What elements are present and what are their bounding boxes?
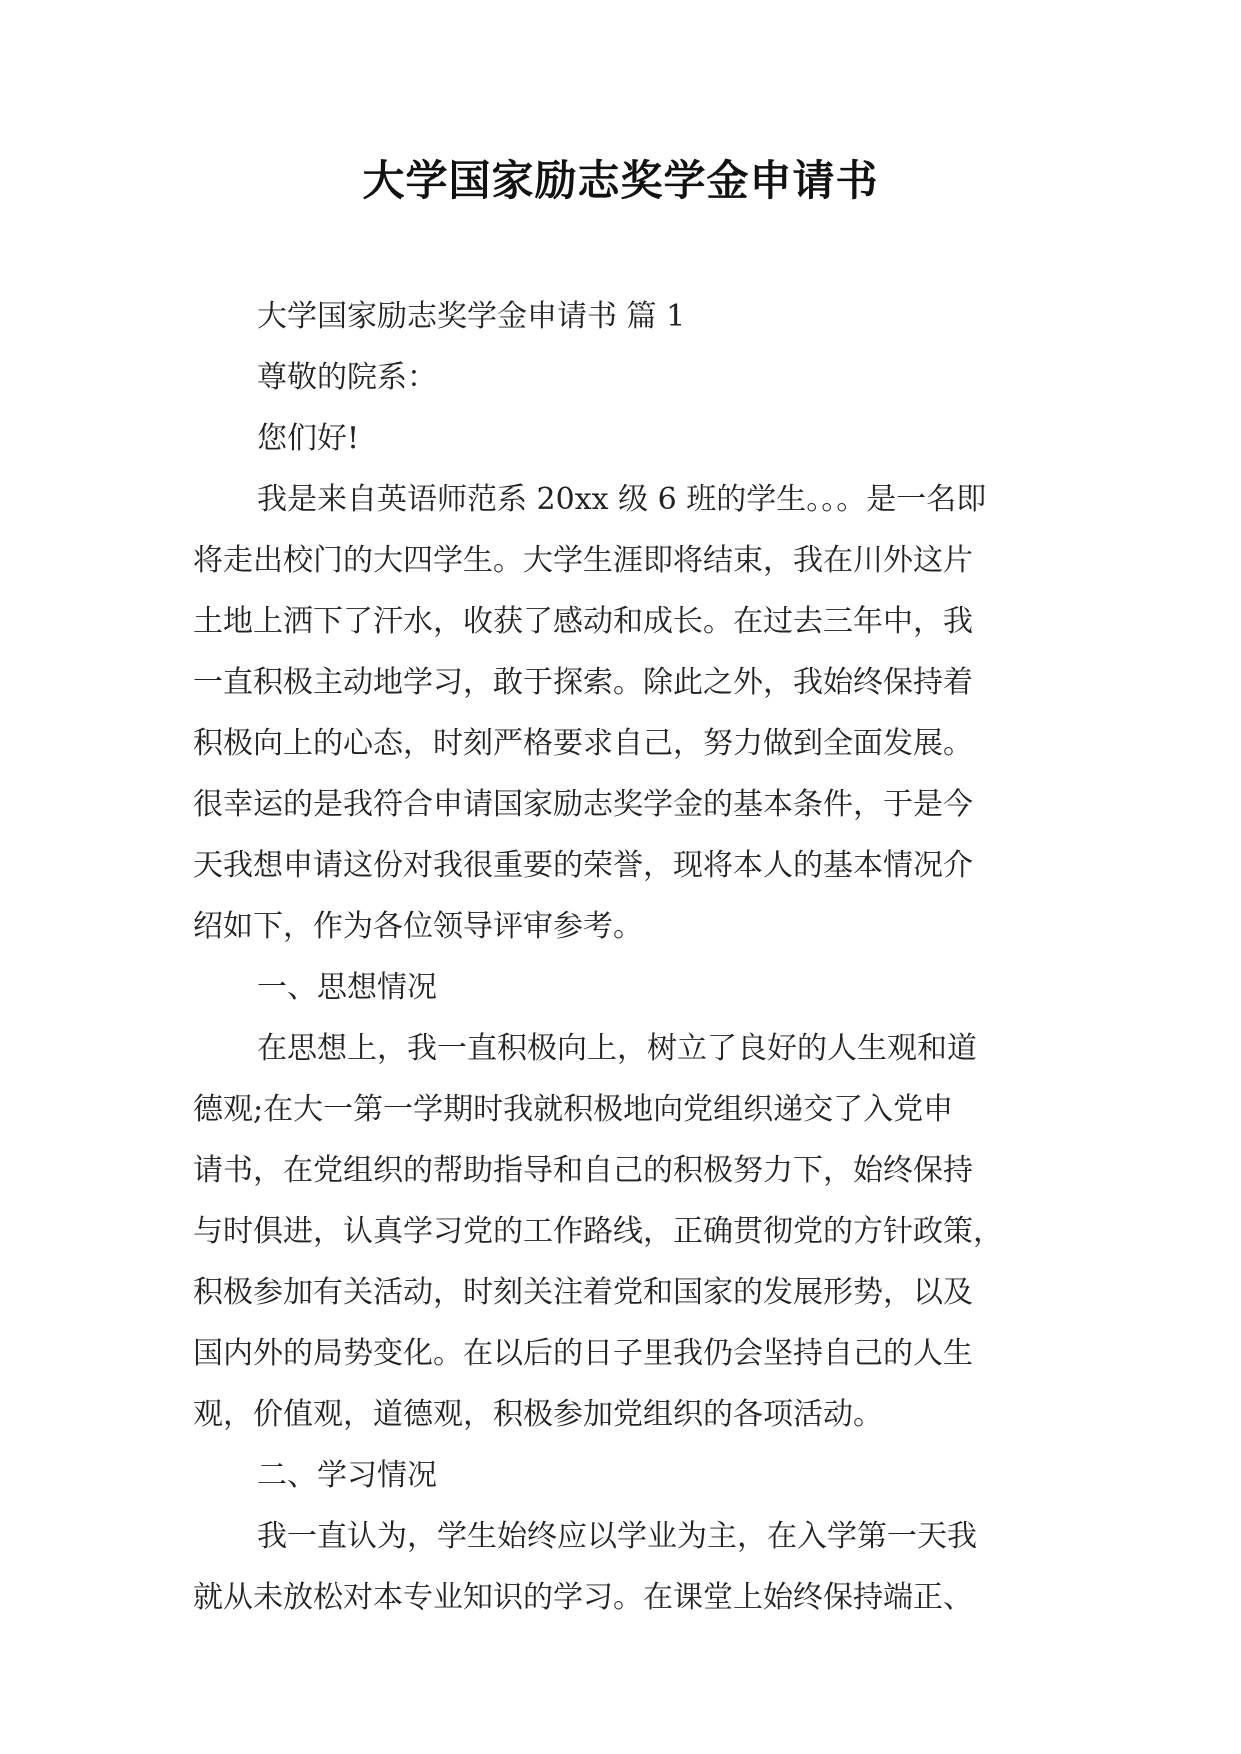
- text-line: 天我想申请这份对我很重要的荣誉，现将本人的基本情况介: [193, 848, 973, 883]
- text-line: 我是来自英语师范系 20xx 级 6 班的学生。。。是一名即: [257, 482, 987, 517]
- text-line: 一直积极主动地学习，敢于探索。除此之外，我始终保持着: [193, 665, 973, 700]
- text-line: 尊敬的院系：: [257, 360, 437, 395]
- text-line: 您们好!: [257, 421, 360, 456]
- text-line: 一、思想情况: [257, 970, 437, 1005]
- text-line: 很幸运的是我符合申请国家励志奖学金的基本条件，于是今: [193, 787, 973, 822]
- text-line: 我一直认为，学生始终应以学业为主，在入学第一天我: [257, 1519, 977, 1554]
- document-body: [193, 286, 1063, 1628]
- document-title: 大学国家励志奖学金申请书: [362, 156, 879, 205]
- text-line: 大学国家励志奖学金申请书 篇 1: [257, 299, 686, 334]
- text-line: 绍如下，作为各位领导评审参考。: [193, 909, 643, 944]
- text-line: 国内外的局势变化。在以后的日子里我仍会坚持自己的人生: [193, 1336, 973, 1371]
- text-line: 土地上洒下了汗水，收获了感动和成长。在过去三年中，我: [193, 604, 973, 639]
- text-line: 请书，在党组织的帮助指导和自己的积极努力下，始终保持: [193, 1153, 973, 1188]
- text-line: 就从未放松对本专业知识的学习。在课堂上始终保持端正、: [193, 1580, 973, 1615]
- text-line: 积极向上的心态，时刻严格要求自己，努力做到全面发展。: [193, 726, 973, 761]
- text-line: 观，价值观，道德观，积极参加党组织的各项活动。: [193, 1397, 883, 1432]
- text-line: 与时俱进，认真学习党的工作路线，正确贯彻党的方针政策，: [193, 1214, 1003, 1249]
- text-line: 将走出校门的大四学生。大学生涯即将结束，我在川外这片: [193, 543, 973, 578]
- text-line: 积极参加有关活动，时刻关注着党和国家的发展形势，以及: [193, 1275, 973, 1310]
- text-line: 二、学习情况: [257, 1458, 437, 1493]
- text-line: 德观;在大一第一学期时我就积极地向党组织递交了入党申: [193, 1092, 954, 1127]
- text-line: 在思想上，我一直积极向上，树立了良好的人生观和道: [257, 1031, 977, 1066]
